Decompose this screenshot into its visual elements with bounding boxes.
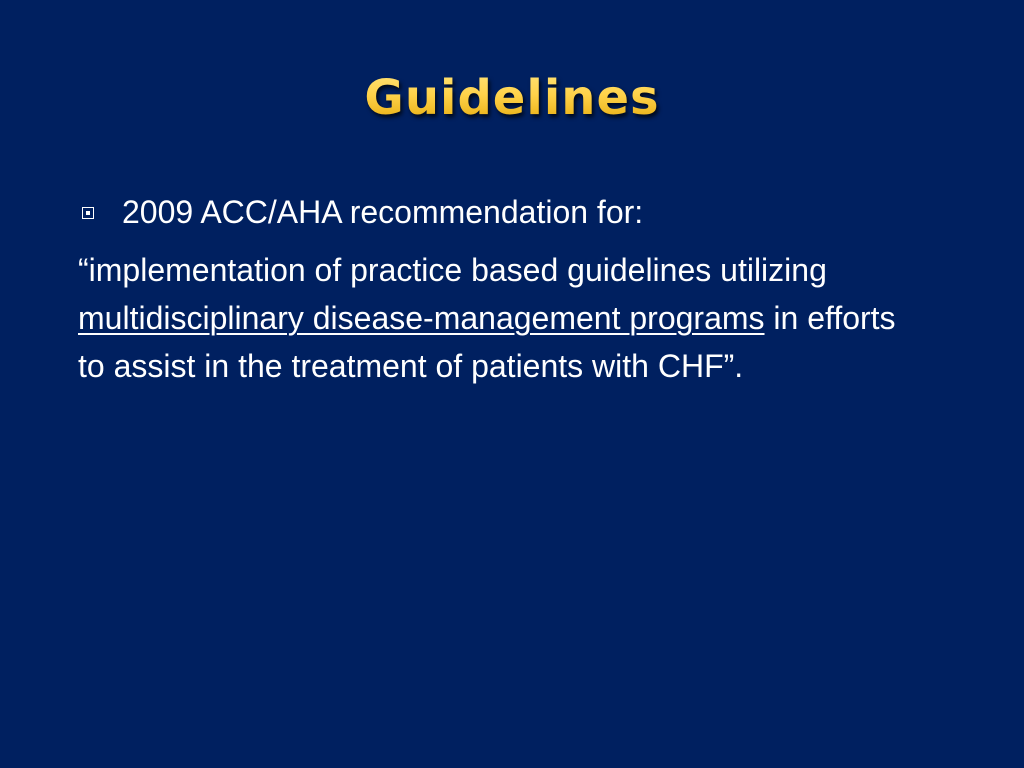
- square-bullet-icon: [82, 207, 94, 219]
- quote-paragraph: [78, 246, 908, 390]
- slide-title: Guidelines: [0, 66, 1024, 130]
- quote-text-start: “implementation of practice based guidelines utilizing: [78, 252, 827, 288]
- bullet-item: [82, 190, 942, 234]
- quote-text-end: in efforts to assist in the treatment of patients with CHF”.: [78, 300, 896, 384]
- quote-underlined-phrase: multidisciplinary disease-management programs: [78, 300, 765, 336]
- bullet-text: 2009 ACC/AHA recommendation for:: [122, 194, 644, 230]
